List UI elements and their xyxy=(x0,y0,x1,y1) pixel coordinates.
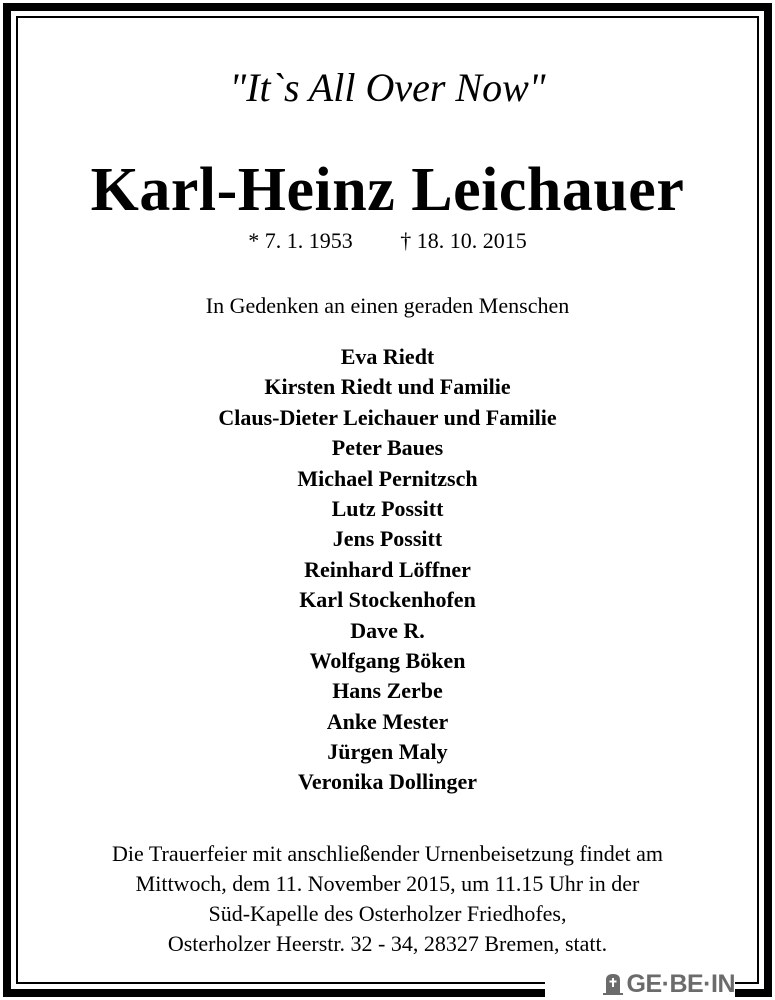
birth-date: * 7. 1. 1953 xyxy=(248,228,353,253)
life-dates xyxy=(16,226,759,256)
mourner-name: Hans Zerbe xyxy=(332,678,443,704)
mourner-name: Karl Stockenhofen xyxy=(299,587,476,613)
mourner-name: Wolfgang Böken xyxy=(309,647,466,673)
memory-line: In Gedenken an einen geraden Menschen xyxy=(205,293,570,318)
mourner-name: Jürgen Maly xyxy=(327,739,448,765)
mourner-name: Kirsten Riedt und Familie xyxy=(264,374,511,400)
mourner-name: Veronika Dollinger xyxy=(297,769,478,795)
logo-text: GE·BE·IN xyxy=(626,970,735,998)
mourner-name: Michael Pernitzsch xyxy=(297,465,478,491)
mourner-name: Reinhard Löffner xyxy=(304,556,471,582)
notice-line: Osterholzer Heerstr. 32 - 34, 28327 Bremen, statt. xyxy=(167,931,608,956)
publisher-logo xyxy=(545,971,735,997)
motto: "It`s All Over Now" xyxy=(229,65,546,110)
notice-line: Süd-Kapelle des Osterholzer Friedhofes, xyxy=(208,901,567,926)
mourner-name: Anke Mester xyxy=(326,708,449,734)
death-date: † 18. 10. 2015 xyxy=(400,228,527,253)
funeral-notice xyxy=(16,839,759,959)
deceased-name: Karl-Heinz Leichauer xyxy=(90,156,685,224)
mourner-name: Jens Possitt xyxy=(332,526,443,552)
mourner-name: Peter Baues xyxy=(331,435,444,461)
mourner-name: Lutz Possitt xyxy=(331,495,444,521)
notice-line: Mittwoch, dem 11. November 2015, um 11.15 Uhr in der xyxy=(135,871,640,896)
notice-line: Die Trauerfeier mit anschließender Urnenbeisetzung findet am xyxy=(111,841,664,866)
mourner-name: Eva Riedt xyxy=(340,344,435,369)
mourner-name: Dave R. xyxy=(350,617,425,643)
mourner-name: Claus-Dieter Leichauer und Familie xyxy=(218,404,557,430)
memorial-stone-icon xyxy=(603,973,623,995)
mourners-list xyxy=(16,342,759,798)
